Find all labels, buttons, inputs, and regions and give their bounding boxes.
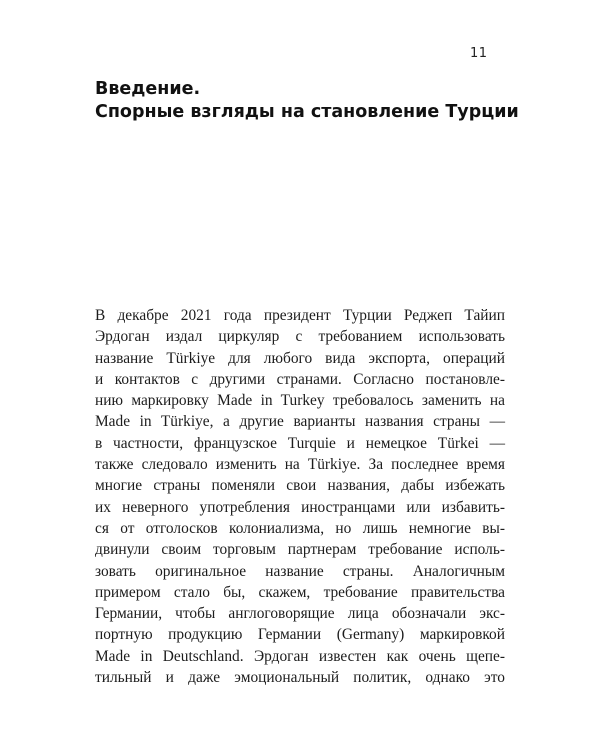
body-line: нию маркировку Made in Turkey требовалось заменить на xyxy=(95,392,505,410)
body-line: их неверного употребления иностранцами или избавить- xyxy=(95,498,505,516)
body-line: также следовало изменить на Türkiye. За последнее время xyxy=(95,456,505,474)
body-line: Made in Türkiye, а другие варианты названия страны — xyxy=(95,413,505,431)
body-line: зовать оригинальное название страны. Аналогичным xyxy=(95,562,505,580)
body-paragraph xyxy=(95,305,505,688)
chapter-heading-line-1: Введение. xyxy=(95,79,201,99)
body-line: в частности, французское Turquie и немецкое Türkei — xyxy=(95,434,505,452)
body-line: Made in Deutschland. Эрдоган известен как очень щепе- xyxy=(95,647,505,665)
body-line: название Türkiye для любого вида экспорта, операций xyxy=(95,349,505,367)
page-number: 11 xyxy=(470,46,488,61)
body-line: многие страны поменяли свои названия, дабы избежать xyxy=(95,477,505,495)
body-line: ся от отголосков колониализма, но лишь немногие вы- xyxy=(95,519,505,537)
body-line: и контактов с другими странами. Согласно постановле- xyxy=(95,370,505,388)
chapter-heading-line-2: Спорные взгляды на становление Турции xyxy=(95,102,519,122)
body-line: двинули своим торговым партнерам требование исполь- xyxy=(95,541,505,559)
body-line: портную продукцию Германии (Germany) маркировкой xyxy=(95,626,505,644)
chapter-heading xyxy=(95,78,519,124)
body-line: примером стало бы, скажем, требование правительства xyxy=(95,583,505,601)
body-line: Эрдоган издал циркуляр с требованием использовать xyxy=(95,328,505,346)
body-line: В декабре 2021 года президент Турции Реджеп Тайип xyxy=(95,307,505,324)
body-line: Германии, чтобы англоговорящие лица обозначали экс- xyxy=(95,605,505,623)
body-line: тильный и даже эмоциональный политик, однако это xyxy=(95,669,505,687)
